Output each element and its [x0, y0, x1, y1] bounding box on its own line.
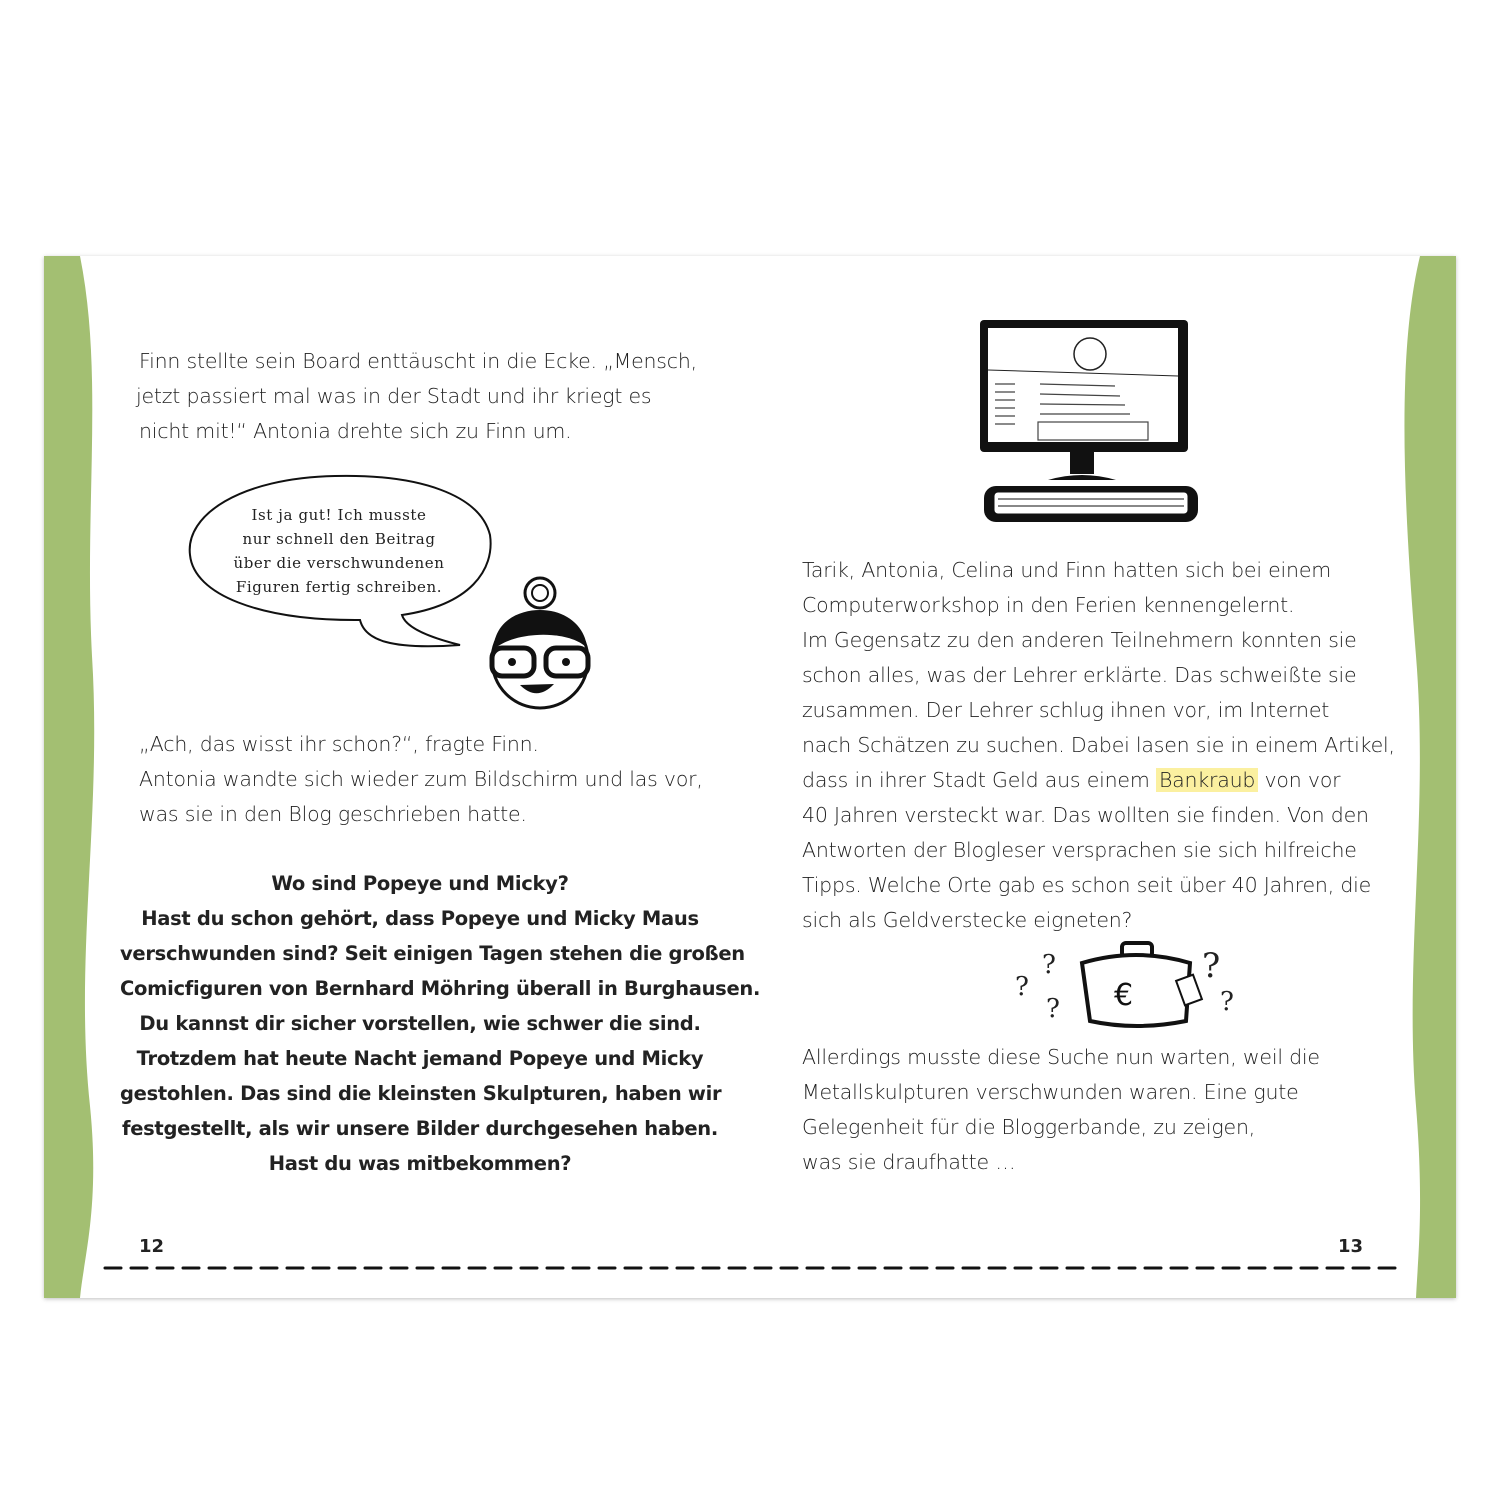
text-line: [802, 768, 1340, 792]
blog-line: verschwunden sind? Seit einigen Tagen stehen die großen: [120, 942, 745, 965]
text-line: Antworten der Blogleser versprachen sie sich hilfreiche: [802, 838, 1357, 862]
blog-line: festgestellt, als wir unsere Bilder durchgesehen haben.: [122, 1117, 718, 1140]
blog-line: gestohlen. Das sind die kleinsten Skulpturen, haben wir: [120, 1082, 722, 1105]
svg-text:?: ?: [1202, 946, 1221, 986]
text-line: Finn stellte sein Board enttäuscht in die Ecke. „Mensch,: [139, 349, 697, 373]
text-line: Im Gegensatz zu den anderen Teilnehmern konnten sie: [802, 628, 1357, 652]
text-line: Allerdings musste diese Suche nun warten, weil die: [802, 1045, 1320, 1069]
page-number-right: 13: [1338, 1236, 1364, 1257]
text-line: Antonia wandte sich wieder zum Bildschirm und las vor,: [139, 767, 703, 791]
text-line: was sie in den Blog geschrieben hatte.: [139, 802, 527, 826]
text-line: Computerworkshop in den Ferien kennengelernt.: [802, 593, 1295, 617]
blog-line: Hast du schon gehört, dass Popeye und Micky Maus: [141, 907, 699, 930]
blog-title: Wo sind Popeye und Micky?: [271, 872, 569, 895]
bubble-line: über die verschwundenen: [233, 554, 445, 572]
speech-bubble-text: [209, 503, 469, 599]
blog-line: Comicfiguren von Bernhard Möhring überall in Burghausen.: [120, 977, 761, 1000]
bubble-line: nur schnell den Beitrag: [242, 530, 436, 548]
money-bag-illustration: [1010, 935, 1250, 1035]
dashed-footer-line: [100, 1262, 1405, 1274]
text-segment: von vor: [1258, 768, 1341, 792]
svg-text:?: ?: [1220, 987, 1234, 1017]
svg-text:?: ?: [1042, 950, 1056, 980]
bubble-line: Ist ja gut! Ich musste: [251, 506, 427, 524]
text-line: Gelegenheit für die Bloggerbande, zu zeigen,: [802, 1115, 1256, 1139]
text-line: 40 Jahren versteckt war. Das wollten sie finden. Von den: [802, 803, 1369, 827]
blog-line: Du kannst dir sicher vorstellen, wie schwer die sind.: [139, 1012, 701, 1035]
right-green-edge: [1404, 256, 1456, 1298]
text-line: jetzt passiert mal was in der Stadt und ihr kriegt es: [136, 384, 652, 408]
text-line: was sie draufhatte …: [802, 1150, 1016, 1174]
text-line: Tarik, Antonia, Celina und Finn hatten sich bei einem: [802, 558, 1332, 582]
svg-text:?: ?: [1015, 972, 1029, 1002]
text-line: zusammen. Der Lehrer schlug ihnen vor, im Internet: [802, 698, 1330, 722]
blog-line: Hast du was mitbekommen?: [268, 1152, 572, 1175]
highlighted-word: Bankraub: [1156, 768, 1258, 792]
text-line: schon alles, was der Lehrer erklärte. Das schweißte sie: [802, 663, 1357, 687]
text-line: nicht mit!“ Antonia drehte sich zu Finn um.: [139, 419, 572, 443]
text-line: nach Schätzen zu suchen. Dabei lasen sie in einem Artikel,: [802, 733, 1395, 757]
computer-illustration: [970, 312, 1210, 532]
euro-icon: €: [1114, 978, 1134, 1013]
page-number-left: 12: [139, 1236, 165, 1257]
text-line: „Ach, das wisst ihr schon?“, fragte Finn.: [139, 732, 539, 756]
text-line: Tipps. Welche Orte gab es schon seit über 40 Jahren, die: [802, 873, 1372, 897]
left-green-edge: [44, 256, 94, 1298]
text-line: Metallskulpturen verschwunden waren. Eine gute: [802, 1080, 1299, 1104]
text-segment: dass in ihrer Stadt Geld aus einem: [802, 768, 1156, 792]
bubble-line: Figuren fertig schreiben.: [235, 578, 443, 596]
svg-text:?: ?: [1046, 994, 1060, 1024]
text-line: sich als Geldverstecke eigneten?: [802, 908, 1133, 932]
girl-face-illustration: [492, 578, 588, 708]
blog-line: Trotzdem hat heute Nacht jemand Popeye und Micky: [136, 1047, 704, 1070]
